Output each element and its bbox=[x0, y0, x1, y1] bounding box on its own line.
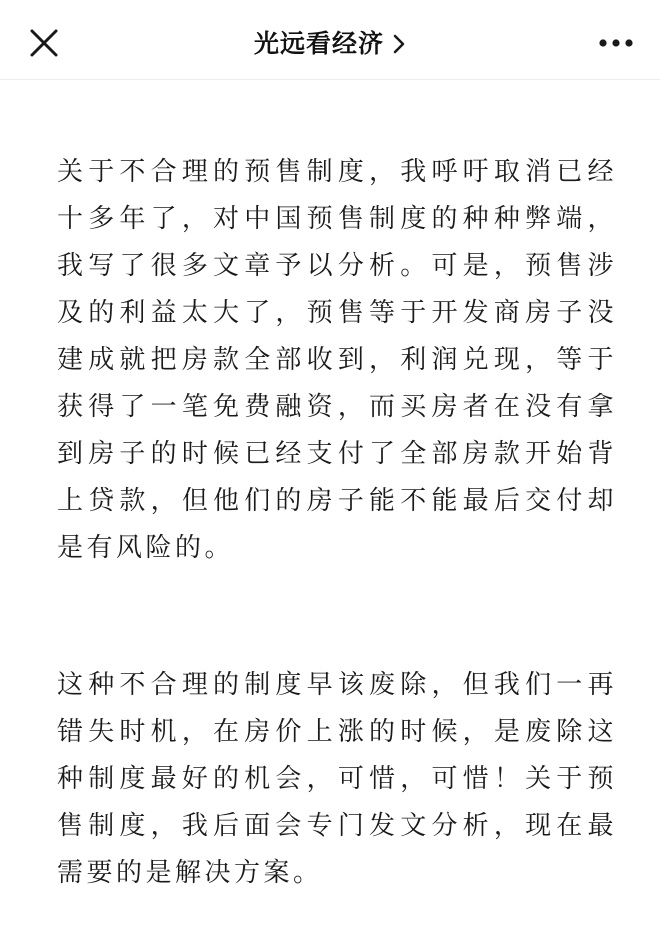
navigation-bar bbox=[0, 0, 660, 80]
chevron-right-icon bbox=[392, 33, 406, 55]
account-name: 光远看经济 bbox=[253, 29, 384, 58]
article-paragraph-1: 关于不合理的预售制度，我呼吁取消已经十多年了，对中国预售制度的种种弊端，我写了很多文章予以分析。可是，预售涉及的利益太大了，预售等于开发商房子没建成就把房款全部收到，利润兑现，等于获得了一笔免费融资，而买房者在没有拿到房子的时候已经支付了全部房款开始背上贷款，但他们的房子能不能最后交付却是有风险的。 bbox=[57, 157, 617, 563]
more-dots-icon[interactable] bbox=[598, 35, 634, 49]
account-title-link[interactable] bbox=[0, 26, 660, 62]
article-paragraph-2: 这种不合理的制度早该废除，但我们一再错失时机，在房价上涨的时候，是废除这种制度最好的机会，可惜，可惜！关于预售制度，我后面会专门发文分析，现在最需要的是解决方案。 bbox=[57, 670, 617, 888]
